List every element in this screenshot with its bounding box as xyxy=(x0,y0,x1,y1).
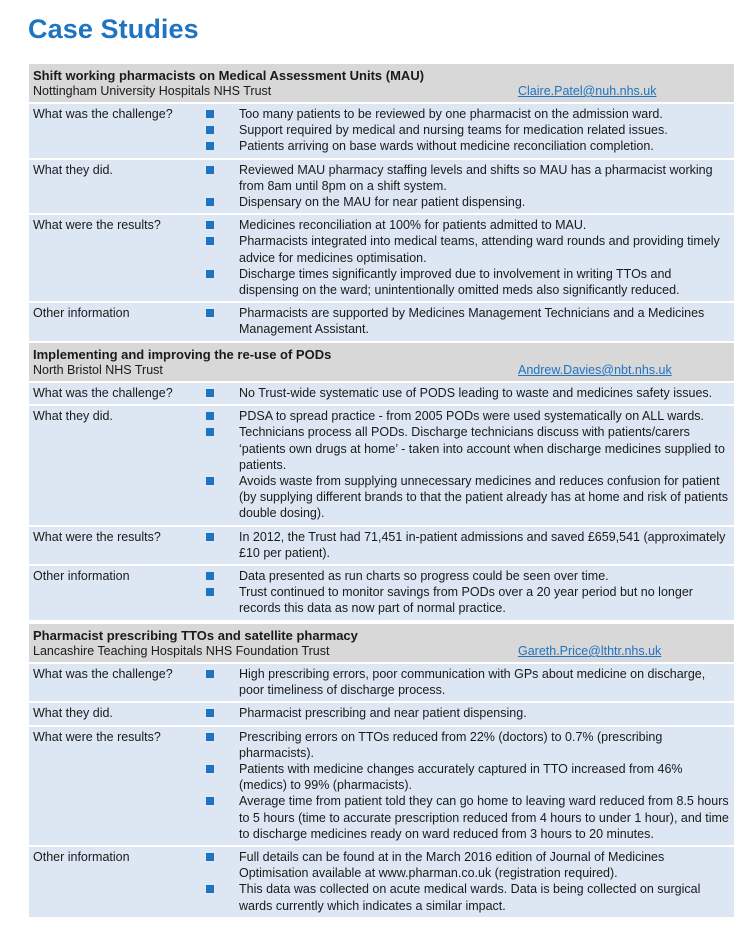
square-bullet-icon xyxy=(206,533,214,541)
bullet-text: Discharge times significantly improved due to involvement in writing TTOs and dispensing on the ward; unintentionally omitted meds also significantly reduced. xyxy=(239,266,680,298)
bullet-item xyxy=(203,881,730,913)
bullet-text: Avoids waste from supplying unnecessary medicines and reduces confusion for patient (by supplying different brands to that the patient already has at home and risk of patients double dosing). xyxy=(239,474,728,521)
square-bullet-icon xyxy=(206,765,214,773)
bullet-text: High prescribing errors, poor communication with GPs about medicine on discharge, poor timeliness of discharge process. xyxy=(239,667,706,698)
bullet-item xyxy=(203,761,730,793)
row-content xyxy=(199,727,734,845)
bullet-text: Support required by medical and nursing teams for medication related issues. xyxy=(239,123,668,138)
case-study-header xyxy=(29,624,734,662)
row-content xyxy=(199,104,734,158)
case-study-row xyxy=(29,847,734,917)
row-label: What were the results? xyxy=(33,529,161,544)
contact-email-link[interactable]: Gareth.Price@lthtr.nhs.uk xyxy=(518,644,662,658)
bullet-item xyxy=(203,194,730,210)
bullet-item xyxy=(203,408,730,424)
bullet-item xyxy=(203,106,730,122)
bullet-text: This data was collected on acute medical wards. Data is being collected on surgical wards currently which indicates a similar impact. xyxy=(239,882,701,913)
bullet-text: Patients arriving on base wards without medicine reconciliation completion. xyxy=(239,139,654,154)
bullet-text: Data presented as run charts so progress could be seen over time. xyxy=(239,569,609,584)
bullet-text: Trust continued to monitor savings from PODs over a 20 year period but no longer records this data as now part of normal practice. xyxy=(239,585,693,616)
bullet-item xyxy=(203,793,730,842)
case-study xyxy=(29,624,734,917)
square-bullet-icon xyxy=(206,110,214,118)
square-bullet-icon xyxy=(206,198,214,206)
row-content xyxy=(199,703,734,724)
bullet-item xyxy=(203,233,730,265)
square-bullet-icon xyxy=(206,588,214,596)
case-study-row xyxy=(29,160,734,214)
bullet-text: Too many patients to be reviewed by one pharmacist on the admission ward. xyxy=(239,107,663,121)
row-label: What was the challenge? xyxy=(33,667,173,681)
row-label: Other information xyxy=(33,850,130,865)
square-bullet-icon xyxy=(206,477,214,485)
case-study-title: Shift working pharmacists on Medical Assessment Units (MAU) xyxy=(33,68,425,83)
bullet-text: Pharmacists are supported by Medicines Management Technicians and a Medicines Management Assistant. xyxy=(239,306,705,337)
row-content xyxy=(199,215,734,301)
case-study-header xyxy=(29,64,734,102)
row-content xyxy=(199,303,734,340)
row-content xyxy=(199,383,734,404)
row-label: What was the challenge? xyxy=(33,386,173,400)
bullet-text: Full details can be found at in the March 2016 edition of Journal of Medicines Optimisation available at www.pharman.co.uk (registration required). xyxy=(239,850,665,881)
square-bullet-icon xyxy=(206,270,214,278)
row-label: What was the challenge? xyxy=(33,107,173,121)
bullet-text: Pharmacist prescribing and near patient dispensing. xyxy=(239,706,527,721)
contact-email-link[interactable]: Andrew.Davies@nbt.nhs.uk xyxy=(518,363,672,377)
bullet-text: Technicians process all PODs. Discharge technicians discuss with patients/carers ‘patients own drugs at home’ - taken into account when discharge medicines supplied to patients. xyxy=(239,425,725,472)
bullet-text: Patients with medicine changes accurately captured in TTO increased from 46% (medics) to 99% (pharmacists). xyxy=(239,762,683,793)
case-study-row xyxy=(29,303,734,340)
bullet-item xyxy=(203,266,730,298)
row-label: What they did. xyxy=(33,409,113,424)
bullet-text: Average time from patient told they can go home to leaving ward reduced from 8.5 hours to 5 hours (time to accurate prescription reduced from 4 hours to under 1 hour), and time to discharge medicines ready on ward reduced from 3 hours to 20 minutes. xyxy=(239,794,729,841)
square-bullet-icon xyxy=(206,309,214,317)
square-bullet-icon xyxy=(206,797,214,805)
case-study xyxy=(29,64,734,341)
square-bullet-icon xyxy=(206,670,214,678)
bullet-text: PDSA to spread practice - from 2005 PODs were used systematically on ALL wards. xyxy=(239,409,705,424)
case-study-header xyxy=(29,343,734,381)
row-content xyxy=(199,566,734,620)
organisation-name: Nottingham University Hospitals NHS Trust xyxy=(33,84,272,98)
row-content xyxy=(199,160,734,214)
square-bullet-icon xyxy=(206,221,214,229)
case-study-subheader xyxy=(33,644,729,659)
case-study xyxy=(29,343,734,620)
bullet-item xyxy=(203,529,730,561)
case-study-subheader xyxy=(33,84,729,99)
row-label: What were the results? xyxy=(33,218,161,233)
contact-email-link[interactable]: Claire.Patel@nuh.nhs.uk xyxy=(518,84,657,98)
bullet-text: Medicines reconciliation at 100% for patients admitted to MAU. xyxy=(239,218,587,233)
square-bullet-icon xyxy=(206,412,214,420)
organisation-name: North Bristol NHS Trust xyxy=(33,363,163,377)
bullet-item xyxy=(203,385,730,401)
case-study-row xyxy=(29,664,734,701)
bullet-text: No Trust-wide systematic use of PODS leading to waste and medicines safety issues. xyxy=(239,386,713,400)
square-bullet-icon xyxy=(206,885,214,893)
row-label: What were the results? xyxy=(33,729,161,744)
case-study-row xyxy=(29,566,734,620)
square-bullet-icon xyxy=(206,428,214,436)
square-bullet-icon xyxy=(206,733,214,741)
square-bullet-icon xyxy=(206,142,214,150)
page-title: Case Studies xyxy=(28,14,199,44)
row-content xyxy=(199,406,734,524)
square-bullet-icon xyxy=(206,126,214,134)
bullet-text: Pharmacists integrated into medical teams, attending ward rounds and providing timely advice for medicines optimisation. xyxy=(239,234,720,265)
bullet-item xyxy=(203,568,730,584)
bullet-text: Dispensary on the MAU for near patient dispensing. xyxy=(239,195,526,210)
case-study-title: Implementing and improving the re-use of PODs xyxy=(33,347,332,362)
case-study-row xyxy=(29,406,734,524)
square-bullet-icon xyxy=(206,237,214,245)
bullet-item xyxy=(203,305,730,337)
bullet-item xyxy=(203,424,730,473)
organisation-name: Lancashire Teaching Hospitals NHS Foundation Trust xyxy=(33,644,330,658)
row-label: What they did. xyxy=(33,706,113,721)
bullet-item xyxy=(203,584,730,616)
case-study-title: Pharmacist prescribing TTOs and satellite pharmacy xyxy=(33,628,358,643)
row-content xyxy=(199,527,734,564)
bullet-text: Prescribing errors on TTOs reduced from 22% (doctors) to 0.7% (prescribing pharmacists). xyxy=(239,729,663,760)
row-label: Other information xyxy=(33,306,130,321)
row-content xyxy=(199,664,734,701)
row-content xyxy=(199,847,734,917)
case-study-subheader xyxy=(33,363,729,378)
bullet-text: Reviewed MAU pharmacy staffing levels and shifts so MAU has a pharmacist working from 8am until 8pm on a shift system. xyxy=(239,162,713,193)
bullet-item xyxy=(203,666,730,698)
square-bullet-icon xyxy=(206,709,214,717)
bullet-text: In 2012, the Trust had 71,451 in-patient admissions and saved £659,541 (approximately £10 per patient). xyxy=(239,529,726,560)
bullet-item xyxy=(203,473,730,522)
square-bullet-icon xyxy=(206,572,214,580)
bullet-item xyxy=(203,217,730,233)
case-study-row xyxy=(29,727,734,845)
square-bullet-icon xyxy=(206,166,214,174)
bullet-item xyxy=(203,138,730,154)
square-bullet-icon xyxy=(206,853,214,861)
bullet-item xyxy=(203,849,730,881)
row-label: Other information xyxy=(33,569,130,584)
case-study-row xyxy=(29,104,734,158)
square-bullet-icon xyxy=(206,389,214,397)
case-study-row xyxy=(29,383,734,404)
bullet-item xyxy=(203,162,730,194)
row-label: What they did. xyxy=(33,162,113,177)
case-study-row xyxy=(29,215,734,301)
bullet-item xyxy=(203,729,730,761)
bullet-item xyxy=(203,122,730,138)
case-study-row xyxy=(29,703,734,724)
bullet-item xyxy=(203,705,730,721)
case-study-row xyxy=(29,527,734,564)
